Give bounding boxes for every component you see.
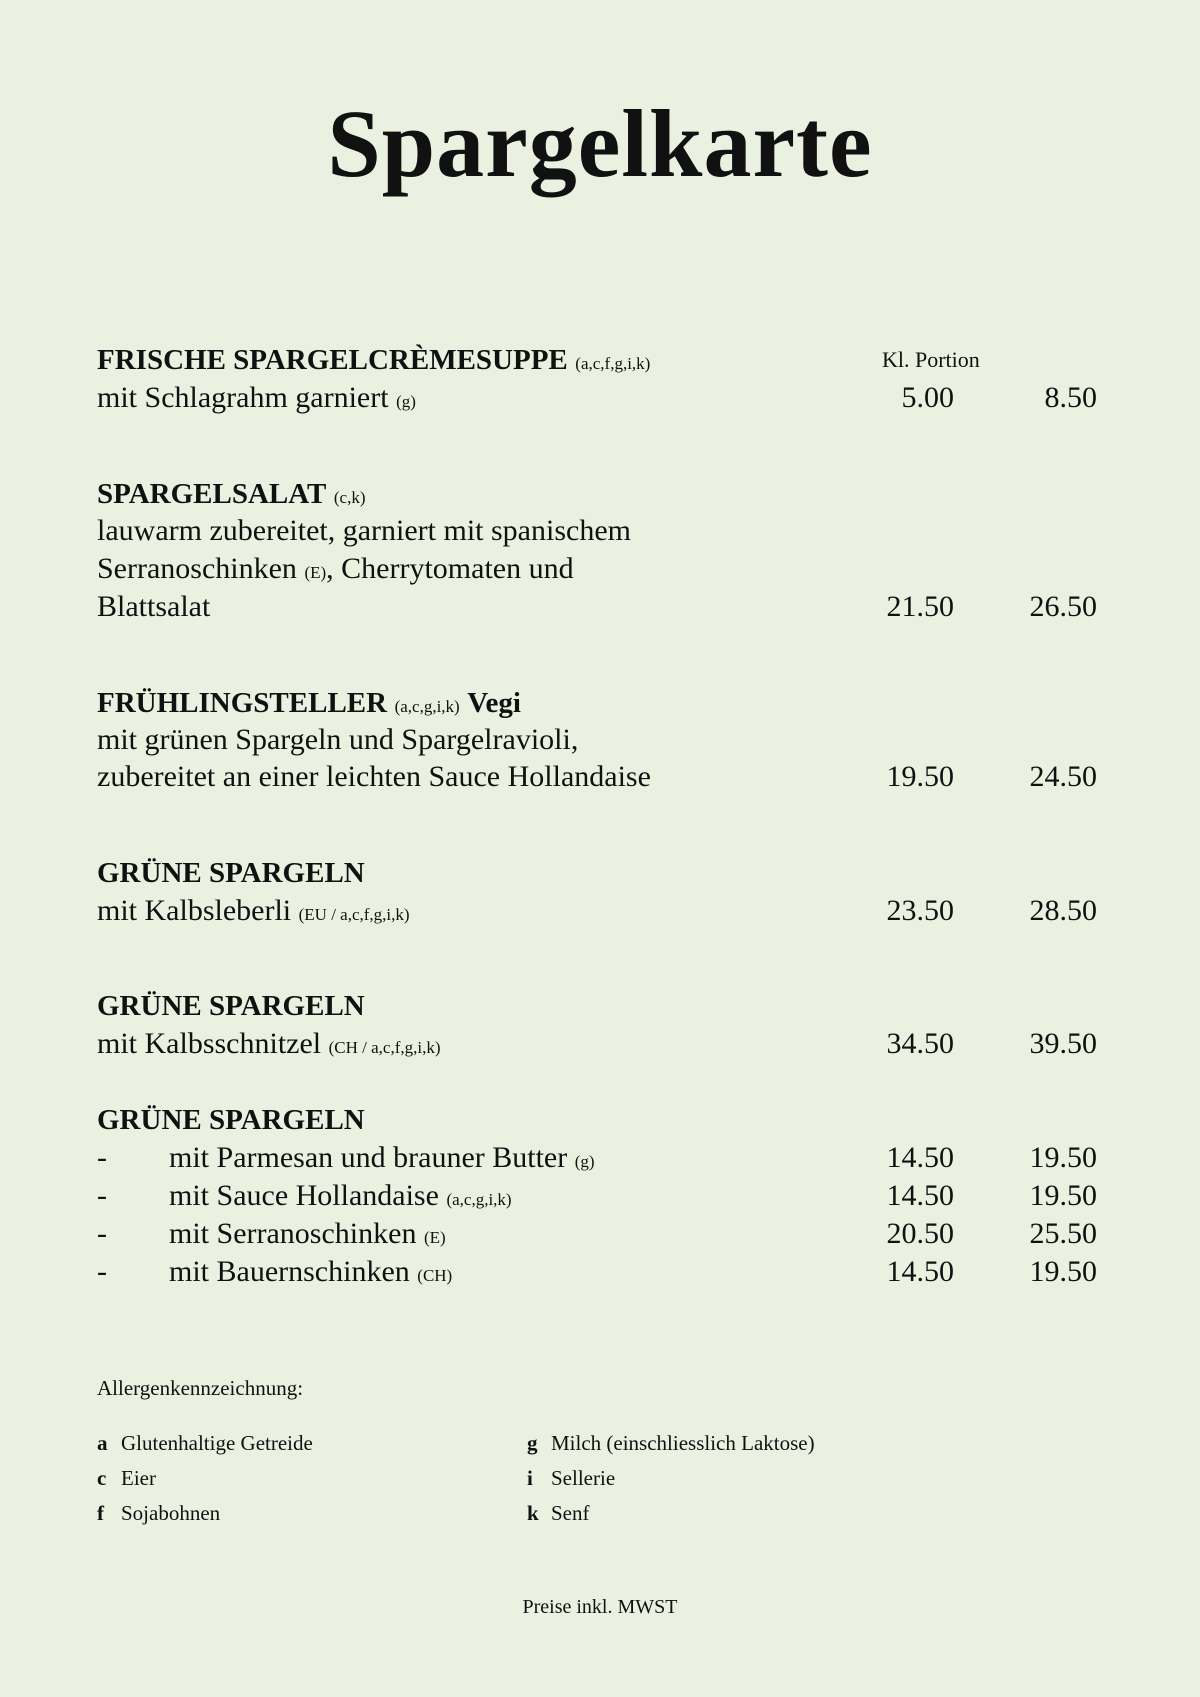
price-small: 20.50 <box>886 1217 954 1250</box>
menu-item-description <box>97 721 1097 759</box>
allergen-entry: g Milch (einschliesslich Laktose) <box>527 1431 815 1455</box>
allergen-legend-heading: Allergenkennzeichnung: <box>97 1376 304 1400</box>
item-name: SPARGELSALAT <box>97 478 327 510</box>
menu-item-heading <box>97 684 1097 722</box>
column-header-small-portion: Kl. Portion <box>882 347 980 372</box>
menu-item-description <box>97 758 1097 796</box>
menu-item-description <box>97 588 1097 626</box>
price-portion: 25.50 <box>1029 1217 1097 1250</box>
price-portion: 19.50 <box>1029 1179 1097 1212</box>
description-text: Blattsalat <box>97 590 211 623</box>
menu-item-variant <box>97 1177 1097 1215</box>
menu-item-description <box>97 550 1097 588</box>
item-name: FRISCHE SPARGELCRÈMESUPPE <box>97 344 568 376</box>
allergen-codes: (a,c,f,g,i,k) <box>575 354 651 373</box>
menu-item-heading <box>97 854 1097 892</box>
dash: - <box>97 1179 107 1212</box>
dash: - <box>97 1217 107 1250</box>
price-small: 19.50 <box>886 760 954 793</box>
description-text: mit Parmesan und brauner Butter <box>169 1141 568 1174</box>
menu-item-description <box>97 512 1097 550</box>
price-small: 14.50 <box>886 1255 954 1288</box>
allergen-codes: (a,c,g,i,k) <box>394 697 460 716</box>
allergen-codes: (g) <box>396 392 416 411</box>
price-small: 21.50 <box>886 590 954 623</box>
item-name: GRÜNE SPARGELN <box>97 990 365 1022</box>
vegetarian-tag: Vegi <box>467 687 521 719</box>
allergen-codes: (c,k) <box>333 488 366 507</box>
allergen-codes: (CH) <box>417 1266 453 1285</box>
item-name: FRÜHLINGSTELLER <box>97 687 388 719</box>
menu-item-heading <box>97 987 1097 1025</box>
price-small: 34.50 <box>886 1027 954 1060</box>
price-small: 14.50 <box>886 1141 954 1174</box>
description-text: mit grünen Spargeln und Spargelravioli, <box>97 723 579 756</box>
price-portion: 26.50 <box>1029 590 1097 623</box>
description-text: Serranoschinken <box>97 552 297 585</box>
allergen-entry: a Glutenhaltige Getreide <box>97 1431 313 1455</box>
allergen-entry: f Sojabohnen <box>97 1501 221 1525</box>
menu-item-description <box>97 892 1097 930</box>
item-name: GRÜNE SPARGELN <box>97 1104 365 1136</box>
price-small: 14.50 <box>886 1179 954 1212</box>
page-title: Spargelkarte <box>327 90 873 197</box>
allergen-entry: c Eier <box>97 1466 156 1490</box>
price-portion: 8.50 <box>1044 381 1097 414</box>
dash: - <box>97 1141 107 1174</box>
price-small: 23.50 <box>886 894 954 927</box>
menu-item-variant <box>97 1139 1097 1177</box>
allergen-codes: (EU / a,c,f,g,i,k) <box>298 905 410 924</box>
description-text: mit Kalbsleberli <box>97 894 292 927</box>
price-portion: 28.50 <box>1029 894 1097 927</box>
description-text: mit Sauce Hollandaise <box>169 1179 439 1212</box>
menu-item-heading <box>97 475 1097 513</box>
description-text: mit Bauernschinken <box>169 1255 410 1288</box>
allergen-entry: i Sellerie <box>527 1466 616 1490</box>
allergen-codes: (a,c,g,i,k) <box>446 1190 512 1209</box>
menu-item-variant <box>97 1253 1097 1291</box>
menu-item-description <box>97 379 1097 417</box>
description-text: , Cherrytomaten und <box>326 552 574 585</box>
price-small: 5.00 <box>901 381 954 414</box>
allergen-entry: k Senf <box>527 1501 590 1525</box>
price-portion: 24.50 <box>1029 760 1097 793</box>
menu-item-description <box>97 1025 1097 1063</box>
description-text: mit Schlagrahm garniert <box>97 381 389 414</box>
price-portion: 19.50 <box>1029 1141 1097 1174</box>
allergen-codes: (E) <box>304 563 327 582</box>
description-text: mit Kalbsschnitzel <box>97 1027 322 1060</box>
allergen-codes: (g) <box>574 1152 595 1171</box>
price-portion: 19.50 <box>1029 1255 1097 1288</box>
menu-item-heading <box>97 1101 1097 1139</box>
price-portion: 39.50 <box>1029 1027 1097 1060</box>
dash: - <box>97 1255 107 1288</box>
allergen-codes: (E) <box>423 1228 446 1247</box>
footer-vat-note: Preise inkl. MWST <box>522 1596 678 1618</box>
description-text: zubereitet an einer leichten Sauce Hollandaise <box>97 760 651 793</box>
description-text: mit Serranoschinken <box>169 1217 417 1250</box>
menu-item-variant <box>97 1215 1097 1253</box>
item-name: GRÜNE SPARGELN <box>97 857 365 889</box>
allergen-codes: (CH / a,c,f,g,i,k) <box>328 1038 441 1057</box>
menu-item-heading <box>97 341 1097 379</box>
description-text: lauwarm zubereitet, garniert mit spanischem <box>97 514 631 547</box>
